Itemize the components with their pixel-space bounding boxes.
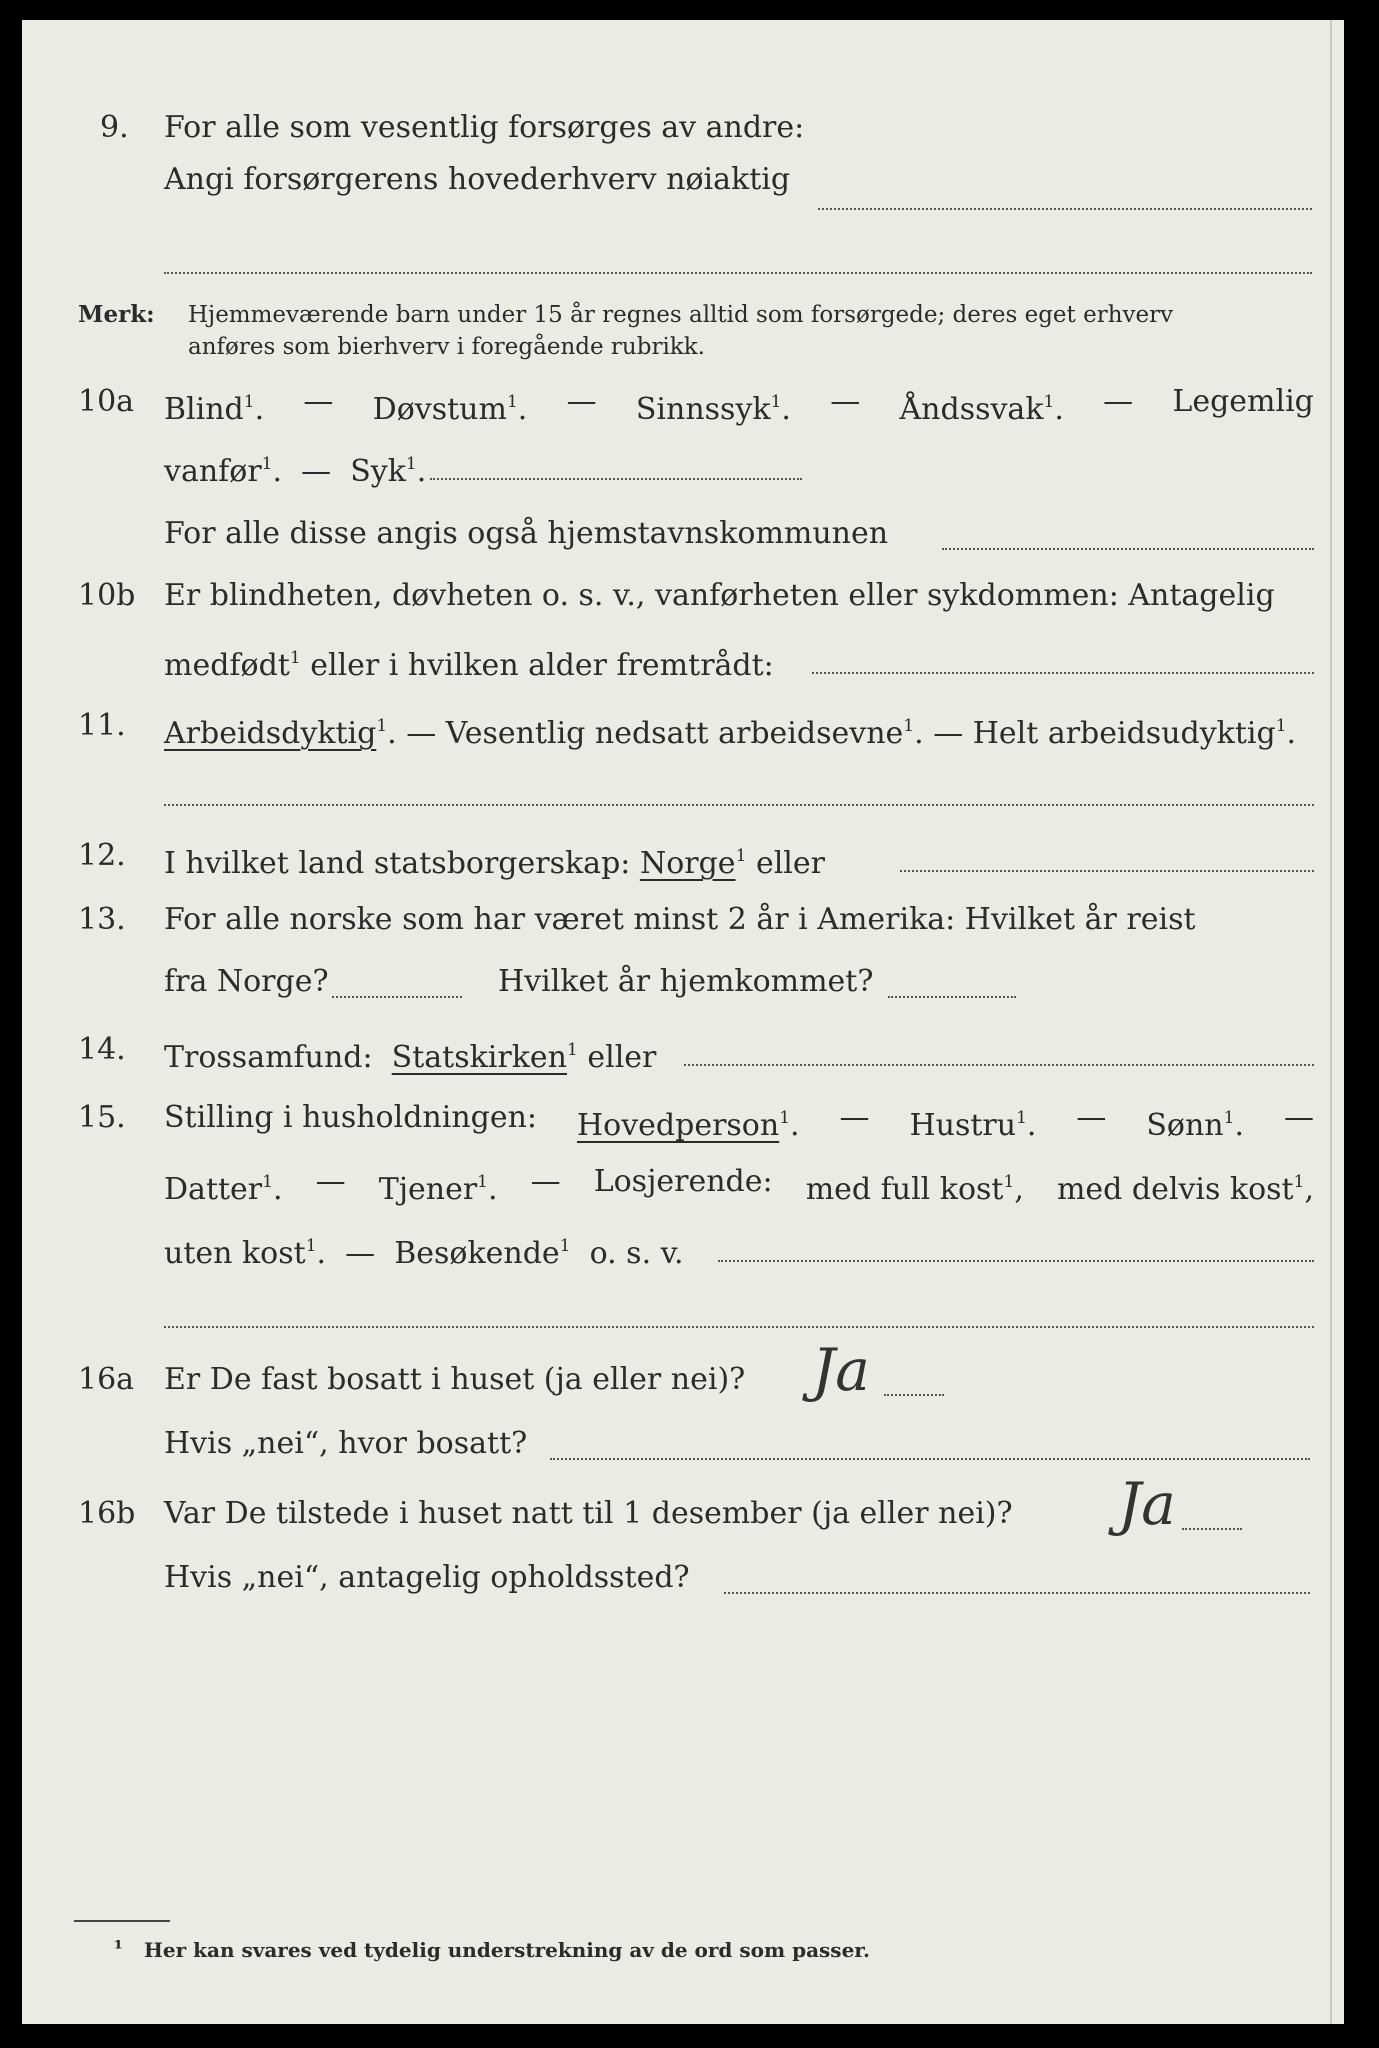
q12-norge-underlined: Norge — [639, 846, 736, 881]
q10a-dovstum: Døvstum$^1$. — [372, 392, 528, 427]
census-form-page — [22, 20, 1344, 2024]
q9-answer-line[interactable] — [818, 208, 1312, 210]
footnote-text: Her kan svares ved tydelig understrekning av de ord som passer. — [144, 1938, 870, 1962]
q14-line: Trossamfund: Statskirken$^1$ eller — [164, 1040, 657, 1075]
q11-number: 11. — [78, 708, 126, 743]
q10b-medfodt: medfødt$^1$ — [164, 648, 301, 683]
q10a-hjemstavn-answer-line[interactable] — [942, 548, 1314, 550]
q16a-answer-line[interactable] — [884, 1394, 944, 1396]
q16a-handwritten-answer: Ja — [812, 1336, 870, 1404]
q12-number: 12. — [78, 838, 126, 873]
q10b-line2: medfødt$^1$ eller i hvilken alder fremtrådt: — [164, 648, 774, 683]
q16a-number: 16a — [78, 1362, 135, 1397]
q15-line1: Stilling i husholdningen: Hovedperson$^1$. — Hustru$^1$. — Sønn$^1$. — — [164, 1100, 1314, 1143]
q15-number: 15. — [78, 1100, 126, 1135]
q10a-syk-answer-line[interactable] — [430, 478, 802, 480]
q13-number: 13. — [78, 902, 126, 937]
q15-line3: uten kost$^1$. — Besøkende$^1$ o. s. v. — [164, 1236, 684, 1271]
q11-answer-line[interactable] — [164, 804, 1314, 806]
q15-answer-line-2[interactable] — [164, 1326, 1314, 1328]
footnote-rule — [74, 1920, 170, 1922]
q10a-line3: For alle disse angis også hjemstavnskommunen — [164, 516, 889, 551]
q10a-line2: vanfør$^1$. — Syk$^1$. — [164, 454, 427, 489]
q16a-line2: Hvis „nei“, hvor bosatt? — [164, 1426, 528, 1461]
q10a-sinnssyk: Sinnssyk$^1$. — [635, 392, 791, 427]
q16a-line1: Er De fast bosatt i huset (ja eller nei)? — [164, 1362, 746, 1397]
q16a-bosatt-answer-line[interactable] — [550, 1458, 1310, 1460]
q16b-handwritten-answer: Ja — [1118, 1470, 1176, 1538]
q14-statskirken-underlined: Statskirken — [391, 1040, 567, 1075]
q13-hjemkommet: Hvilket år hjemkommet? — [498, 964, 874, 999]
q9-line1: For alle som vesentlig forsørges av andre: — [164, 110, 805, 145]
q10b-number: 10b — [78, 578, 136, 613]
q10a-syk: Syk$^1$. — [350, 454, 427, 489]
q10b-answer-line[interactable] — [812, 672, 1314, 674]
merk-line2: anføres som bierhverv i foregående rubrikk. — [188, 334, 705, 360]
q16b-number: 16b — [78, 1496, 136, 1531]
q14-number: 14. — [78, 1032, 126, 1067]
q14-answer-line[interactable] — [684, 1064, 1314, 1066]
q15-answer-line[interactable] — [718, 1260, 1314, 1262]
merk-label: Merk: — [78, 301, 155, 328]
q15-hovedperson-underlined: Hovedperson — [576, 1108, 780, 1143]
q9-answer-line-2[interactable] — [164, 272, 1312, 274]
q10a-vanfor: vanfør$^1$. — [164, 454, 283, 489]
q10b-line1: Er blindheten, døvheten o. s. v., vanførheten eller sykdommen: Antagelig — [164, 578, 1275, 613]
q11-line: Arbeidsdyktig$^1$. — Vesentlig nedsatt arbeidsevne$^1$. — Helt arbeidsudyktig$^1$. — [164, 716, 1297, 751]
q16b-answer-line[interactable] — [1182, 1528, 1242, 1530]
q12-answer-line[interactable] — [900, 870, 1314, 872]
q13-fra-answer-line[interactable] — [332, 996, 462, 998]
q16b-line2: Hvis „nei“, antagelig opholdssted? — [164, 1560, 690, 1595]
q10a-sep2: — — [566, 384, 597, 419]
q13-hjem-answer-line[interactable] — [888, 996, 1016, 998]
merk-line1: Hjemmeværende barn under 15 år regnes alltid som forsørgede; deres eget erhverv — [188, 302, 1174, 328]
q9-line2: Angi forsørgerens hovederhverv nøiaktig — [164, 162, 791, 197]
q13-line1: For alle norske som har været minst 2 år i Amerika: Hvilket år reist — [164, 902, 1196, 937]
q10a-number: 10a — [78, 384, 135, 419]
q16b-line1: Var De tilstede i huset natt til 1 desember (ja eller nei)? — [164, 1496, 1013, 1531]
q10a-sep4: — — [1103, 384, 1134, 419]
footnote-mark: ¹ — [114, 1936, 123, 1960]
q10a-blind: Blind$^1$. — [164, 392, 265, 427]
q9-number: 9. — [100, 110, 129, 145]
q11-arbeidsdyktig-underlined: Arbeidsdyktig — [164, 716, 377, 751]
q15-line2: Datter$^1$. — Tjener$^1$. — Losjerende: med full kost$^1$, med delvis kost$^1$, — [164, 1164, 1314, 1207]
q10a-andssvak: Åndssvak$^1$. — [899, 392, 1064, 427]
q10a-sep3: — — [830, 384, 861, 419]
q10a-sep1: — — [303, 384, 334, 419]
q10a-line1 — [164, 382, 1314, 430]
q12-line: I hvilket land statsborgerskap: Norge$^1$ eller — [164, 846, 825, 881]
q13-fra-norge: fra Norge? — [164, 964, 329, 999]
q16b-opholdssted-answer-line[interactable] — [724, 1592, 1310, 1594]
q10a-legemlig: Legemlig — [1172, 384, 1314, 419]
